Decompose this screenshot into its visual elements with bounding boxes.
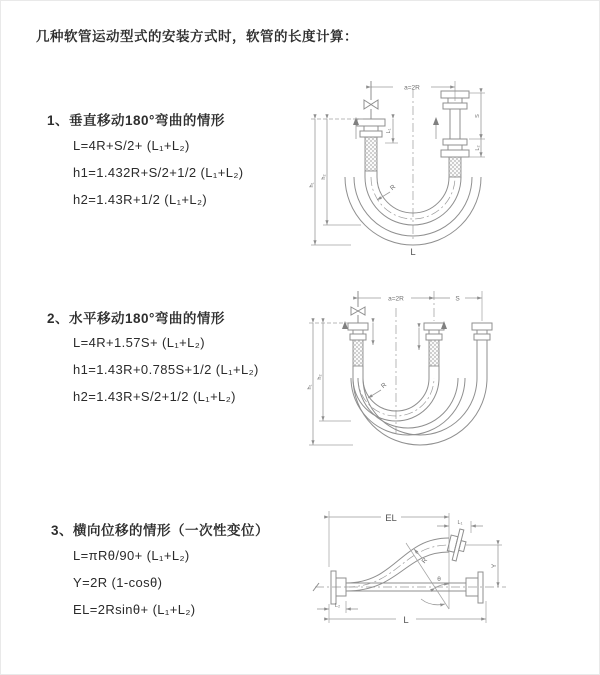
length-label: L: [403, 615, 409, 626]
dim-s-label: S: [455, 295, 460, 303]
section-3-heading: 3、横向位移的情形（一次性变位）: [51, 523, 270, 538]
dim-a-2r-label: a=2R: [404, 84, 420, 92]
right-flange-original: [466, 572, 483, 603]
radius-label: R: [379, 381, 389, 391]
section-3-formula-EL: EL=2Rsinθ+ (L₁+L₂): [73, 602, 196, 617]
right-fitting-displaced: [472, 323, 492, 378]
left-fitting: [357, 119, 385, 171]
left-fitting: [348, 323, 368, 378]
page-title: 几种软管运动型式的安装方式时，软管的长度计算：: [36, 29, 358, 44]
length-label: L: [410, 247, 416, 258]
section-2-formula-h1: h1=1.43R+0.785S+1/2 (L₁+L₂): [73, 362, 259, 377]
dim-s-label: S: [475, 114, 481, 118]
dim-el-label: EL: [385, 513, 397, 524]
dim-l2-label: L₂: [334, 603, 341, 609]
dim-h1-label: h₁: [307, 384, 313, 390]
middle-fitting: [424, 323, 444, 378]
section-3-formula-Y: Y=2R (1-cosθ): [73, 575, 163, 590]
dim-h1-label: h₁: [309, 182, 315, 188]
section-1-formula-h2: h2=1.43R+1/2 (L₁+L₂): [73, 192, 208, 207]
section-1-formula-h1: h1=1.432R+S/2+1/2 (L₁+L₂): [73, 165, 244, 180]
dim-y-label: Y: [491, 563, 498, 569]
section-1-heading: 1、垂直移动180°弯曲的情形: [47, 113, 225, 128]
motion-arrow-icon: [441, 321, 447, 329]
motion-arrow-icon: [353, 117, 359, 125]
radius-label: R: [420, 556, 430, 566]
radius-label: R: [388, 183, 398, 193]
dim-l1-label: L₁: [386, 128, 392, 134]
diagram-lateral-displacement: [301, 501, 600, 649]
diagram-vertical-180-bend: [303, 73, 598, 263]
angle-theta-label: θ: [437, 576, 441, 583]
dim-h2-label: h₂: [317, 374, 323, 380]
valve-icon: [351, 291, 365, 323]
motion-arrow-icon: [342, 321, 348, 329]
dim-h2-label: h₂: [321, 174, 327, 180]
diagram-horizontal-180-bend: [301, 283, 596, 461]
right-fitting: [441, 91, 469, 177]
dim-a-2r-label: a=2R: [388, 295, 404, 303]
section-3-formula-L: L=πRθ/90+ (L₁+L₂): [73, 548, 190, 563]
left-flange: [331, 571, 346, 604]
hose-u-bends: [351, 378, 487, 445]
dim-l1-label: L₁: [457, 520, 463, 526]
motion-arrow-icon: [433, 117, 439, 125]
section-2-formula-L: L=4R+1.57S+ (L₁+L₂): [73, 335, 205, 350]
dim-l2-label: L₂: [475, 145, 481, 151]
section-1-formula-L: L=4R+S/2+ (L₁+L₂): [73, 138, 190, 153]
section-2-formula-h2: h2=1.43R+S/2+1/2 (L₁+L₂): [73, 389, 236, 404]
section-2-heading: 2、水平移动180°弯曲的情形: [47, 311, 225, 326]
